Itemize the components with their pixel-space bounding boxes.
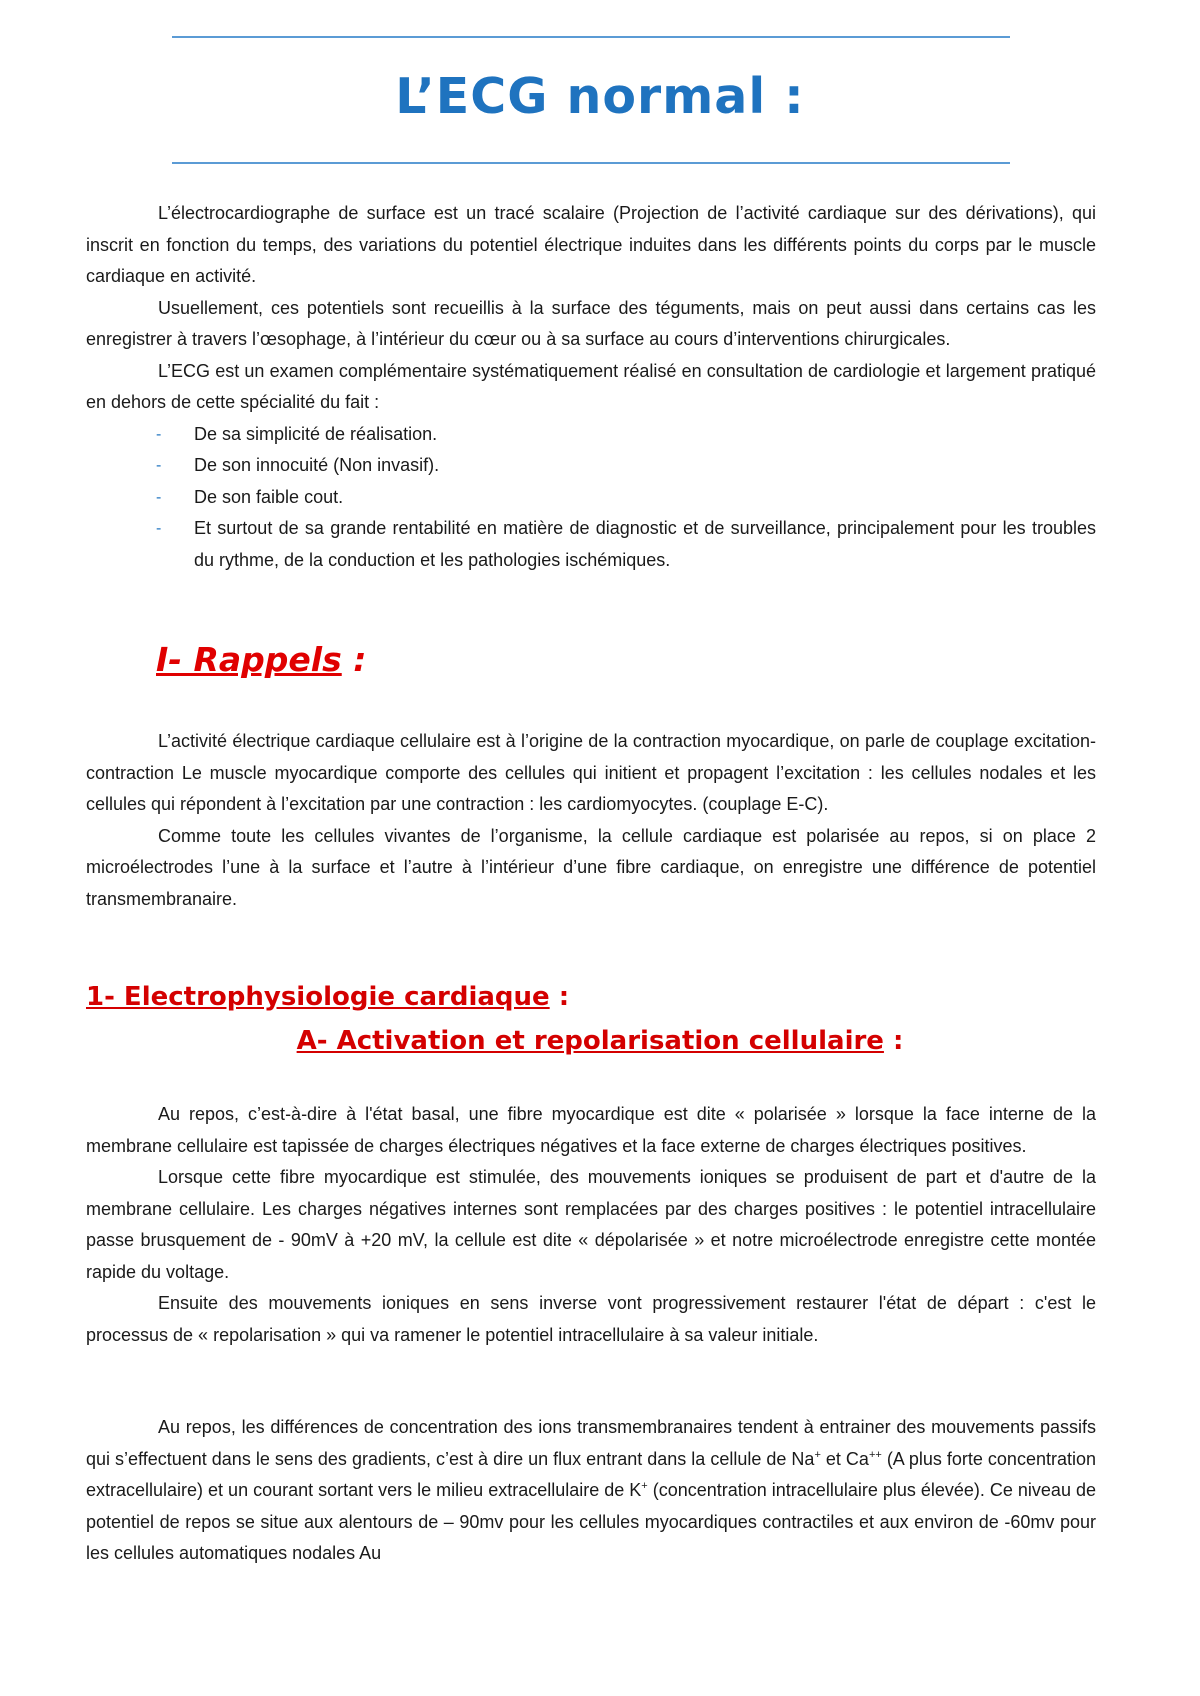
bullet-dash: -: [156, 520, 162, 537]
resting-paragraph: Au repos, les différences de concentration des ions transmembranaires tendent à entrainer des mouvements passifs qui s’effectuent dans le sens des gradients, c’est à dire un flux entrant dans la cellule de Na+ et Ca++ (A plus forte concentration extracellulaire) et un courant sortant vers le milieu extracellulaire de K+ (concentration intracellulaire plus élevée). Ce niveau de potentiel de repos se situe aux alentours de – 90mv pour les cellules myocardiques contractiles et aux environ de -60mv pour les cellules automatiques nodales Au: [86, 1417, 1096, 1563]
intro-paragraph-2: Usuellement, ces potentiels sont recueillis à la surface des téguments, mais on peut aussi dans certains cas les enregistrer à travers l’œsophage, à l’intérieur du cœur ou à sa surface au cours d’interventions chirurgicales.: [86, 297, 1096, 349]
resting-potential-section: [86, 1412, 1096, 1570]
activation-section: [86, 1099, 1096, 1351]
activation-paragraph-2: Lorsque cette fibre myocardique est stimulée, des mouvements ioniques se produisent de part et d'autre de la membrane cellulaire. Les charges négatives internes sont remplacées par des charges positives : le potentiel intracellulaire passe brusquement de - 90mV à +20 mV, la cellule est dite « dépolarisée » et notre microélectrode enregistre cette montée rapide du voltage.: [86, 1167, 1096, 1282]
title-rule-top: [172, 36, 1010, 38]
bullet-dash: -: [156, 425, 162, 443]
list-item: - De sa simplicité de réalisation.: [86, 419, 1096, 451]
intro-paragraph-3: L’ECG est un examen complémentaire systématiquement réalisé en consultation de cardiologie et largement pratiqué en dehors de cette spécialité du fait :: [86, 360, 1096, 412]
rappels-section: [86, 726, 1096, 915]
rappels-paragraph-1: L’activité électrique cardiaque cellulaire est à l’origine de la contraction myocardique, on parle de couplage excitation-contraction Le muscle myocardique comporte des cellules qui initient et propagent l’excitation : les cellules nodales et les cellules qui répondent à l’excitation par une contraction : les cardiomyocytes. (couplage E-C).: [86, 731, 1096, 814]
activation-paragraph-1: Au repos, c’est-à-dire à l'état basal, une fibre myocardique est dite « polarisée » lorsque la face interne de la membrane cellulaire est tapissée de charges électriques négatives et la face externe de charges électriques positives.: [86, 1104, 1096, 1156]
section-heading-electrophysiologie: 1- Electrophysiologie cardiaque :: [86, 982, 570, 1012]
bullet-dash: -: [156, 488, 162, 506]
intro-paragraph-1: L’électrocardiographe de surface est un tracé scalaire (Projection de l’activité cardiaque sur des dérivations), qui inscrit en fonction du temps, des variations du potentiel électrique induites dans les différents points du corps par le muscle cardiaque en activité.: [86, 203, 1096, 286]
list-item: - De son faible cout.: [86, 482, 1096, 514]
title-rule-bottom: [172, 162, 1010, 164]
rappels-paragraph-2: Comme toute les cellules vivantes de l’organisme, la cellule cardiaque est polarisée au repos, si on place 2 microélectrodes l’une à la surface et l’autre à l’intérieur d’une fibre cardiaque, on enregistre une différence de potentiel transmembranaire.: [86, 825, 1096, 909]
list-item: - Et surtout de sa grande rentabilité en matière de diagnostic et de surveillance, principalement pour les troubles du rythme, de la conduction et les pathologies ischémiques.: [86, 513, 1096, 576]
subsection-heading-activation: A- Activation et repolarisation cellulaire :: [296, 1026, 904, 1056]
list-item: - De son innocuité (Non invasif).: [86, 450, 1096, 482]
intro-section: [86, 198, 1096, 576]
bullet-dash: -: [156, 457, 162, 474]
advantages-list: [86, 419, 1096, 577]
activation-paragraph-3: Ensuite des mouvements ioniques en sens inverse vont progressivement restaurer l'état de départ : c'est le processus de « repolarisation » qui va ramener le potentiel intracellulaire à sa valeur initiale.: [86, 1293, 1096, 1345]
section-heading-rappels: I- Rappels :: [156, 640, 367, 679]
page-title: L’ECG normal :: [395, 68, 805, 125]
